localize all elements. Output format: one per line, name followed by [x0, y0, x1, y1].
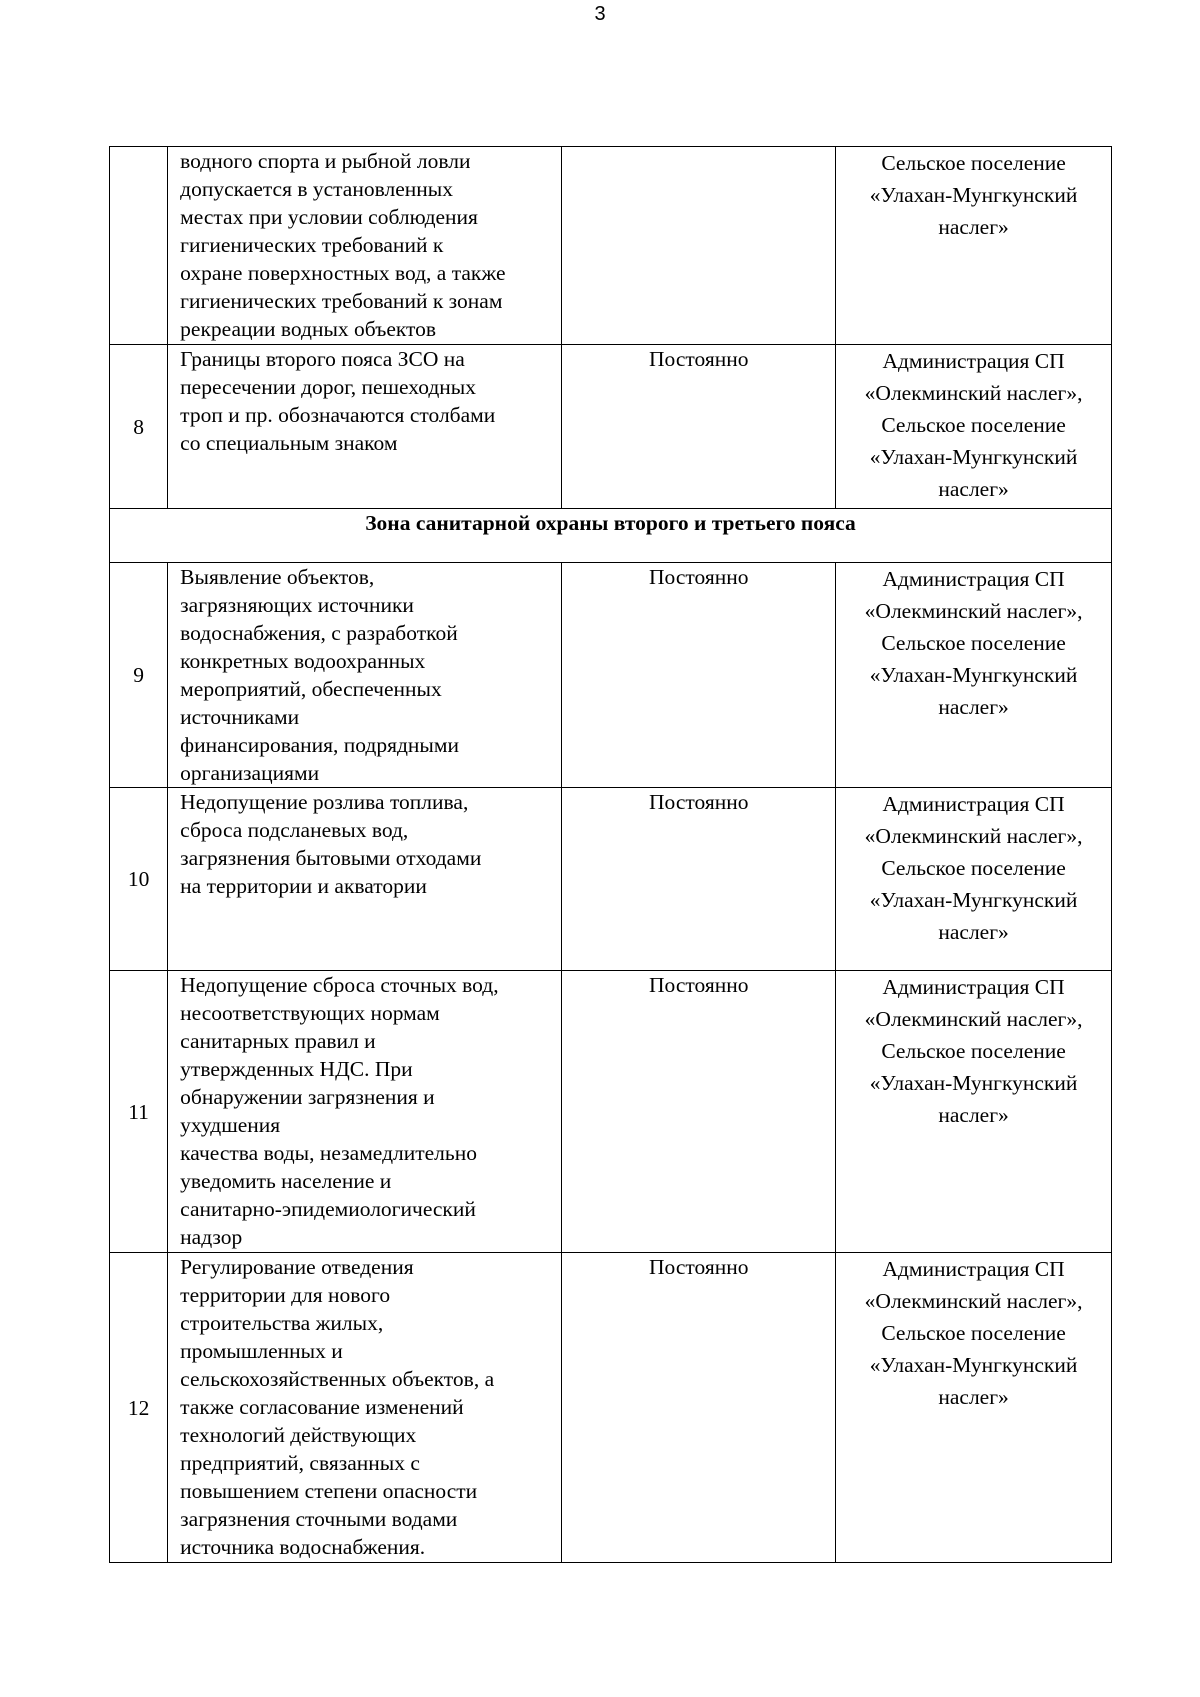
measure-cell: Выявление объектов, загрязняющих источники водоснабжения, с разработкой конкретных водоохранных мероприятий, обеспеченных источниками финансирования, подрядными организациями [168, 563, 562, 788]
measure-cell: Недопущение розлива топлива, сброса подсланевых вод, загрязнения бытовыми отходами на территории и акватории [168, 788, 562, 971]
section-title: Зона санитарной охраны второго и третьего пояса [110, 509, 1112, 563]
measure-cell: Регулирование отведения территории для нового строительства жилых, промышленных и сельскохозяйственных объектов, а также согласование изменений технологий действующих предприятий, связанных с повышением степени опасности загрязнения сточными водами источника водоснабжения. [168, 1253, 562, 1563]
table-row [110, 788, 1112, 971]
term-cell: Постоянно [562, 788, 836, 971]
term-cell: Постоянно [562, 345, 836, 509]
responsible-cell: Администрация СП «Олекминский наслег», Сельское поселение «Улахан-Мунгкунский наслег» [836, 1253, 1112, 1563]
term-cell: Постоянно [562, 563, 836, 788]
responsible-cell: Администрация СП «Олекминский наслег», Сельское поселение «Улахан-Мунгкунский наслег» [836, 345, 1112, 509]
row-number: 11 [110, 971, 168, 1253]
measure-cell: Границы второго пояса ЗСО на пересечении дорог, пешеходных троп и пр. обозначаются столбами со специальным знаком [168, 345, 562, 509]
term-cell: Постоянно [562, 971, 836, 1253]
table-row [110, 971, 1112, 1253]
responsible-cell: Администрация СП «Олекминский наслег», Сельское поселение «Улахан-Мунгкунский наслег» [836, 971, 1112, 1253]
term-cell: Постоянно [562, 1253, 836, 1563]
row-number: 12 [110, 1253, 168, 1563]
responsible-cell: Администрация СП «Олекминский наслег», Сельское поселение «Улахан-Мунгкунский наслег» [836, 788, 1112, 971]
table-row [110, 345, 1112, 509]
measure-cell: Недопущение сброса сточных вод, несоответствующих нормам санитарных правил и утвержденных НДС. При обнаружении загрязнения и ухудшения качества воды, незамедлительно уведомить население и санитарно-эпидемиологический надзор [168, 971, 562, 1253]
table-row [110, 563, 1112, 788]
measures-table [109, 146, 1112, 1563]
responsible-cell: Сельское поселение «Улахан-Мунгкунский наслег» [836, 147, 1112, 345]
measure-cell: водного спорта и рыбной ловли допускается в установленных местах при условии соблюдения гигиенических требований к охране поверхностных вод, а также гигиенических требований к зонам рекреации водных объектов [168, 147, 562, 345]
section-row [110, 509, 1112, 563]
responsible-cell: Администрация СП «Олекминский наслег», Сельское поселение «Улахан-Мунгкунский наслег» [836, 563, 1112, 788]
table-row [110, 147, 1112, 345]
row-number: 8 [110, 345, 168, 509]
row-number: 10 [110, 788, 168, 971]
row-number [110, 147, 168, 345]
row-number: 9 [110, 563, 168, 788]
page-number: 3 [594, 3, 606, 25]
table-row [110, 1253, 1112, 1563]
term-cell [562, 147, 836, 345]
